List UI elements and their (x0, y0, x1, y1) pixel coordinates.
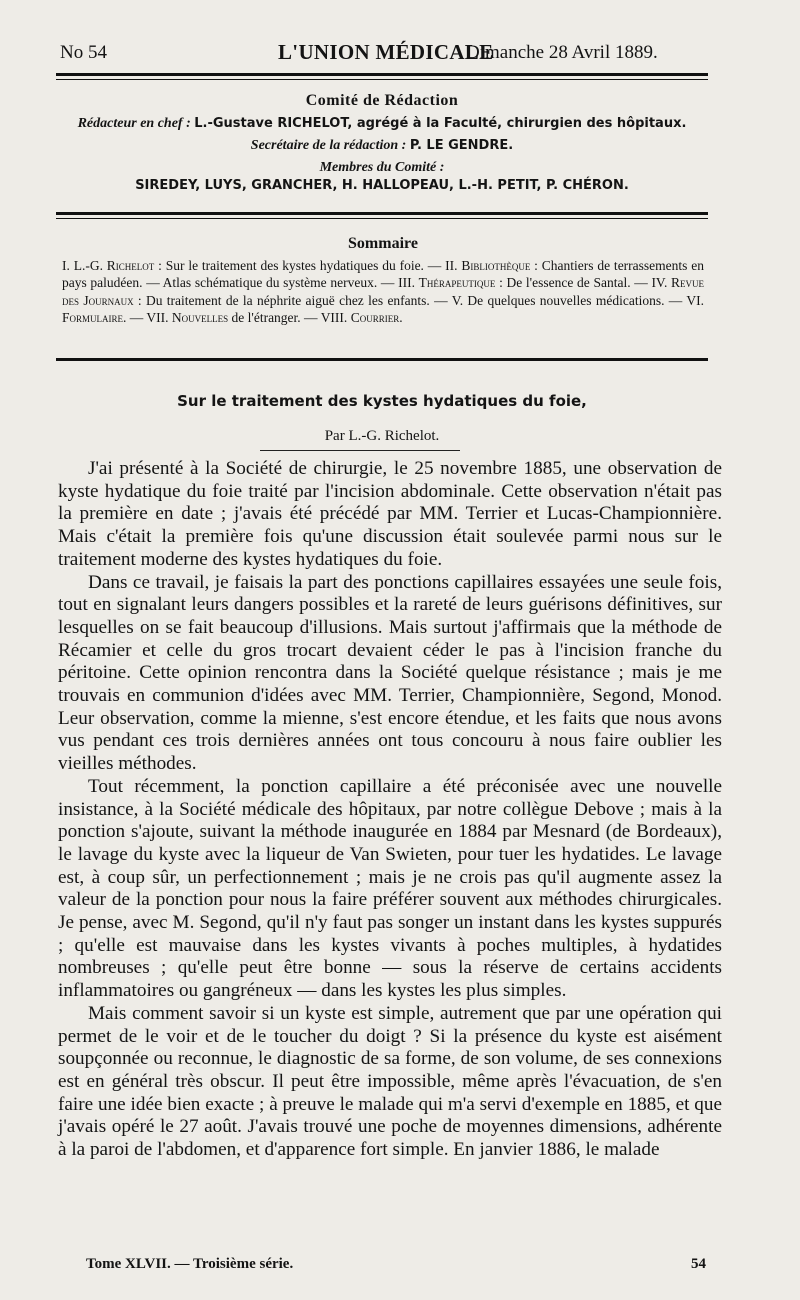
editorial-committee (56, 92, 708, 194)
summary-section (62, 235, 704, 327)
article-paragraph: Mais comment savoir si un kyste est simple, autrement que par une opération qui permet de le voir et de le toucher du doigt ? Si la présence du kyste est aisément soupçonnée ou reconnue, le diagnostic de sa forme, de son volume, de ses connexions est en général très obscur. Il peut être impossible, même après l'évacuation, de s'en faire une idée bien exacte ; à preuve le malade qui m'a servi d'exemple en 1885, et que j'avais opéré le 27 août. J'avais trouvé une poche de moyennes dimensions, adhérente à la paroi de l'abdomen, et d'apparence fort simple. En janvier 1886, le malade (58, 1002, 722, 1161)
members-label: Membres du Comité : (319, 160, 445, 175)
summary-item-text: : Du traitement de la néphrite aiguë chez les enfants. — (133, 292, 452, 308)
article-paragraph: Tout récemment, la ponction capillaire a été préconisée avec une nouvelle insistance, à la Société médicale des hôpitaux, par notre collègue Debove ; mais à la ponction s'ajoute, suivant la méthode inaugurée en 1884 par Mesnard (de Bordeaux), le lavage du kyste avec la liqueur de Van Swieten, pour tuer les hydatides. Le lavage est, à coup sûr, un perfectionnement ; mais je ne crois pas qu'il augmente assez la valeur de la ponction pour nous la faire préférer souvent aux méthodes chirurgicales. Je pense, avec M. Segond, qu'il n'y faut pas songer un instant dans les kystes suppurés ; qu'elle est mauvaise dans les kystes vivants à poches multiples, à hydatides nombreuses ; qu'elle peut être bonne — sous la réserve de certains accidents inflammatoires ou gangréneux — dans les kystes les plus simples. (58, 775, 722, 1002)
summary-item (452, 293, 687, 308)
summary-item-text: . (399, 310, 403, 325)
page-number: 54 (691, 1256, 706, 1272)
summary-item-section: Thérapeutique (418, 275, 496, 290)
secretary-label: Secrétaire de la rédaction : (250, 138, 407, 153)
summary-item-text: de l'étranger. — (228, 310, 321, 325)
committee-rule-thin (56, 218, 708, 219)
summary-item-text: : De l'essence de Santal. — (495, 275, 652, 290)
editor-name: L.-Gustave RICHELOT, agrégé à la Faculté, chirurgien des hôpitaux. (194, 116, 687, 131)
summary-item-number: III. (398, 275, 415, 290)
journal-title: L'UNION MÉDICALE (278, 40, 494, 64)
editor-label: Rédacteur en chef : (77, 116, 191, 131)
members-label-line (56, 160, 708, 176)
summary-title: Sommaire (348, 235, 418, 252)
editor-line (56, 116, 708, 132)
summary-item-number: VIII. (320, 310, 348, 325)
summary-item-section: Courrier (350, 310, 400, 325)
members-line (56, 178, 708, 194)
summary-item (62, 258, 445, 273)
article-author (56, 428, 708, 445)
summary-body (62, 257, 704, 327)
article-paragraph: Dans ce travail, je faisais la part des ponctions capillaires essayées une seule fois, tout en signalant leurs dangers possibles et la rareté de leurs guérisons définitives, sur lesquelles on se fait beaucoup d'illusions. Mais surtout j'affirmais que la méthode de Récamier et celle du gros trocart devaient céder le pas à l'incision franche du péritoine. Cette opinion rencontra dans la Société quelque résistance ; mais je me trouvais en communion d'idées avec MM. Terrier, Championnière, Segond, Monod. Leur observation, comme la mienne, s'est encore étendue, et les faits que nous avons vus pendant ces trois dernières années ont tous concouru à nous faire oublier les vieilles méthodes. (58, 571, 722, 775)
summary-item-number: V. (451, 292, 464, 308)
article-body (58, 458, 722, 1162)
summary-item-number: I. (62, 257, 70, 273)
summary-item (398, 275, 651, 290)
summary-item (321, 310, 403, 325)
article-paragraph: J'ai présenté à la Société de chirurgie, le 25 novembre 1885, une observation de kyste hydatique du foie traité par l'incision abdominale. Cette observation n'était pas la première en date ; j'avais été précédé par MM. Terrier et Lucas-Championnière. Mais c'était la première fois qu'une discussion était soulevée parmi nous sur le traitement moderne des kystes hydatiques du foie. (58, 458, 722, 570)
summary-item-number: VI. (686, 292, 704, 308)
summary-item-text: : Chantiers de terrassements en pays paludéen. — Atlas schématique du système nerveux. — (62, 257, 704, 290)
committee-rule (56, 212, 708, 215)
issue-number: No 54 (60, 42, 107, 63)
members-names: SIREDEY, LUYS, GRANCHER, H. HALLOPEAU, L.-H. PETIT, P. CHÉRON. (135, 178, 629, 193)
header-rule-thin (56, 79, 708, 80)
summary-item-number: VII. (146, 310, 169, 325)
summary-item-section: Bibliothèque (461, 257, 531, 273)
committee-title: Comité de Rédaction (305, 92, 459, 109)
volume-info: Tome XLVII. — Troisième série. (86, 1256, 294, 1272)
summary-rule (56, 358, 708, 361)
summary-item (146, 310, 320, 325)
summary-item-section: Revue des Journaux (62, 275, 705, 308)
header-rule (56, 73, 708, 76)
summary-item-number: IV. (651, 275, 668, 290)
article-title: Sur le traitement des kystes hydatiques du foie, (177, 392, 587, 410)
secretary-name: P. LE GENDRE. (409, 138, 514, 153)
issue-date: Dimanche 28 Avril 1889. (466, 42, 658, 63)
summary-item-section: Formulaire (62, 310, 124, 325)
summary-item-text: : Sur le traitement des kystes hydatiques du foie. — (154, 257, 446, 273)
page-header (56, 38, 708, 72)
summary-item-section: L.-G. Richelot (73, 257, 155, 273)
author-rule (260, 450, 460, 451)
summary-item-text: . — (123, 310, 147, 325)
summary-item-text: De quelques nouvelles médications. — (467, 292, 687, 308)
summary-item-number: II. (445, 257, 458, 273)
summary-item-section: Nouvelles (171, 310, 229, 325)
secretary-line (56, 138, 708, 154)
article-author-text: Par L.-G. Richelot. (324, 428, 440, 444)
